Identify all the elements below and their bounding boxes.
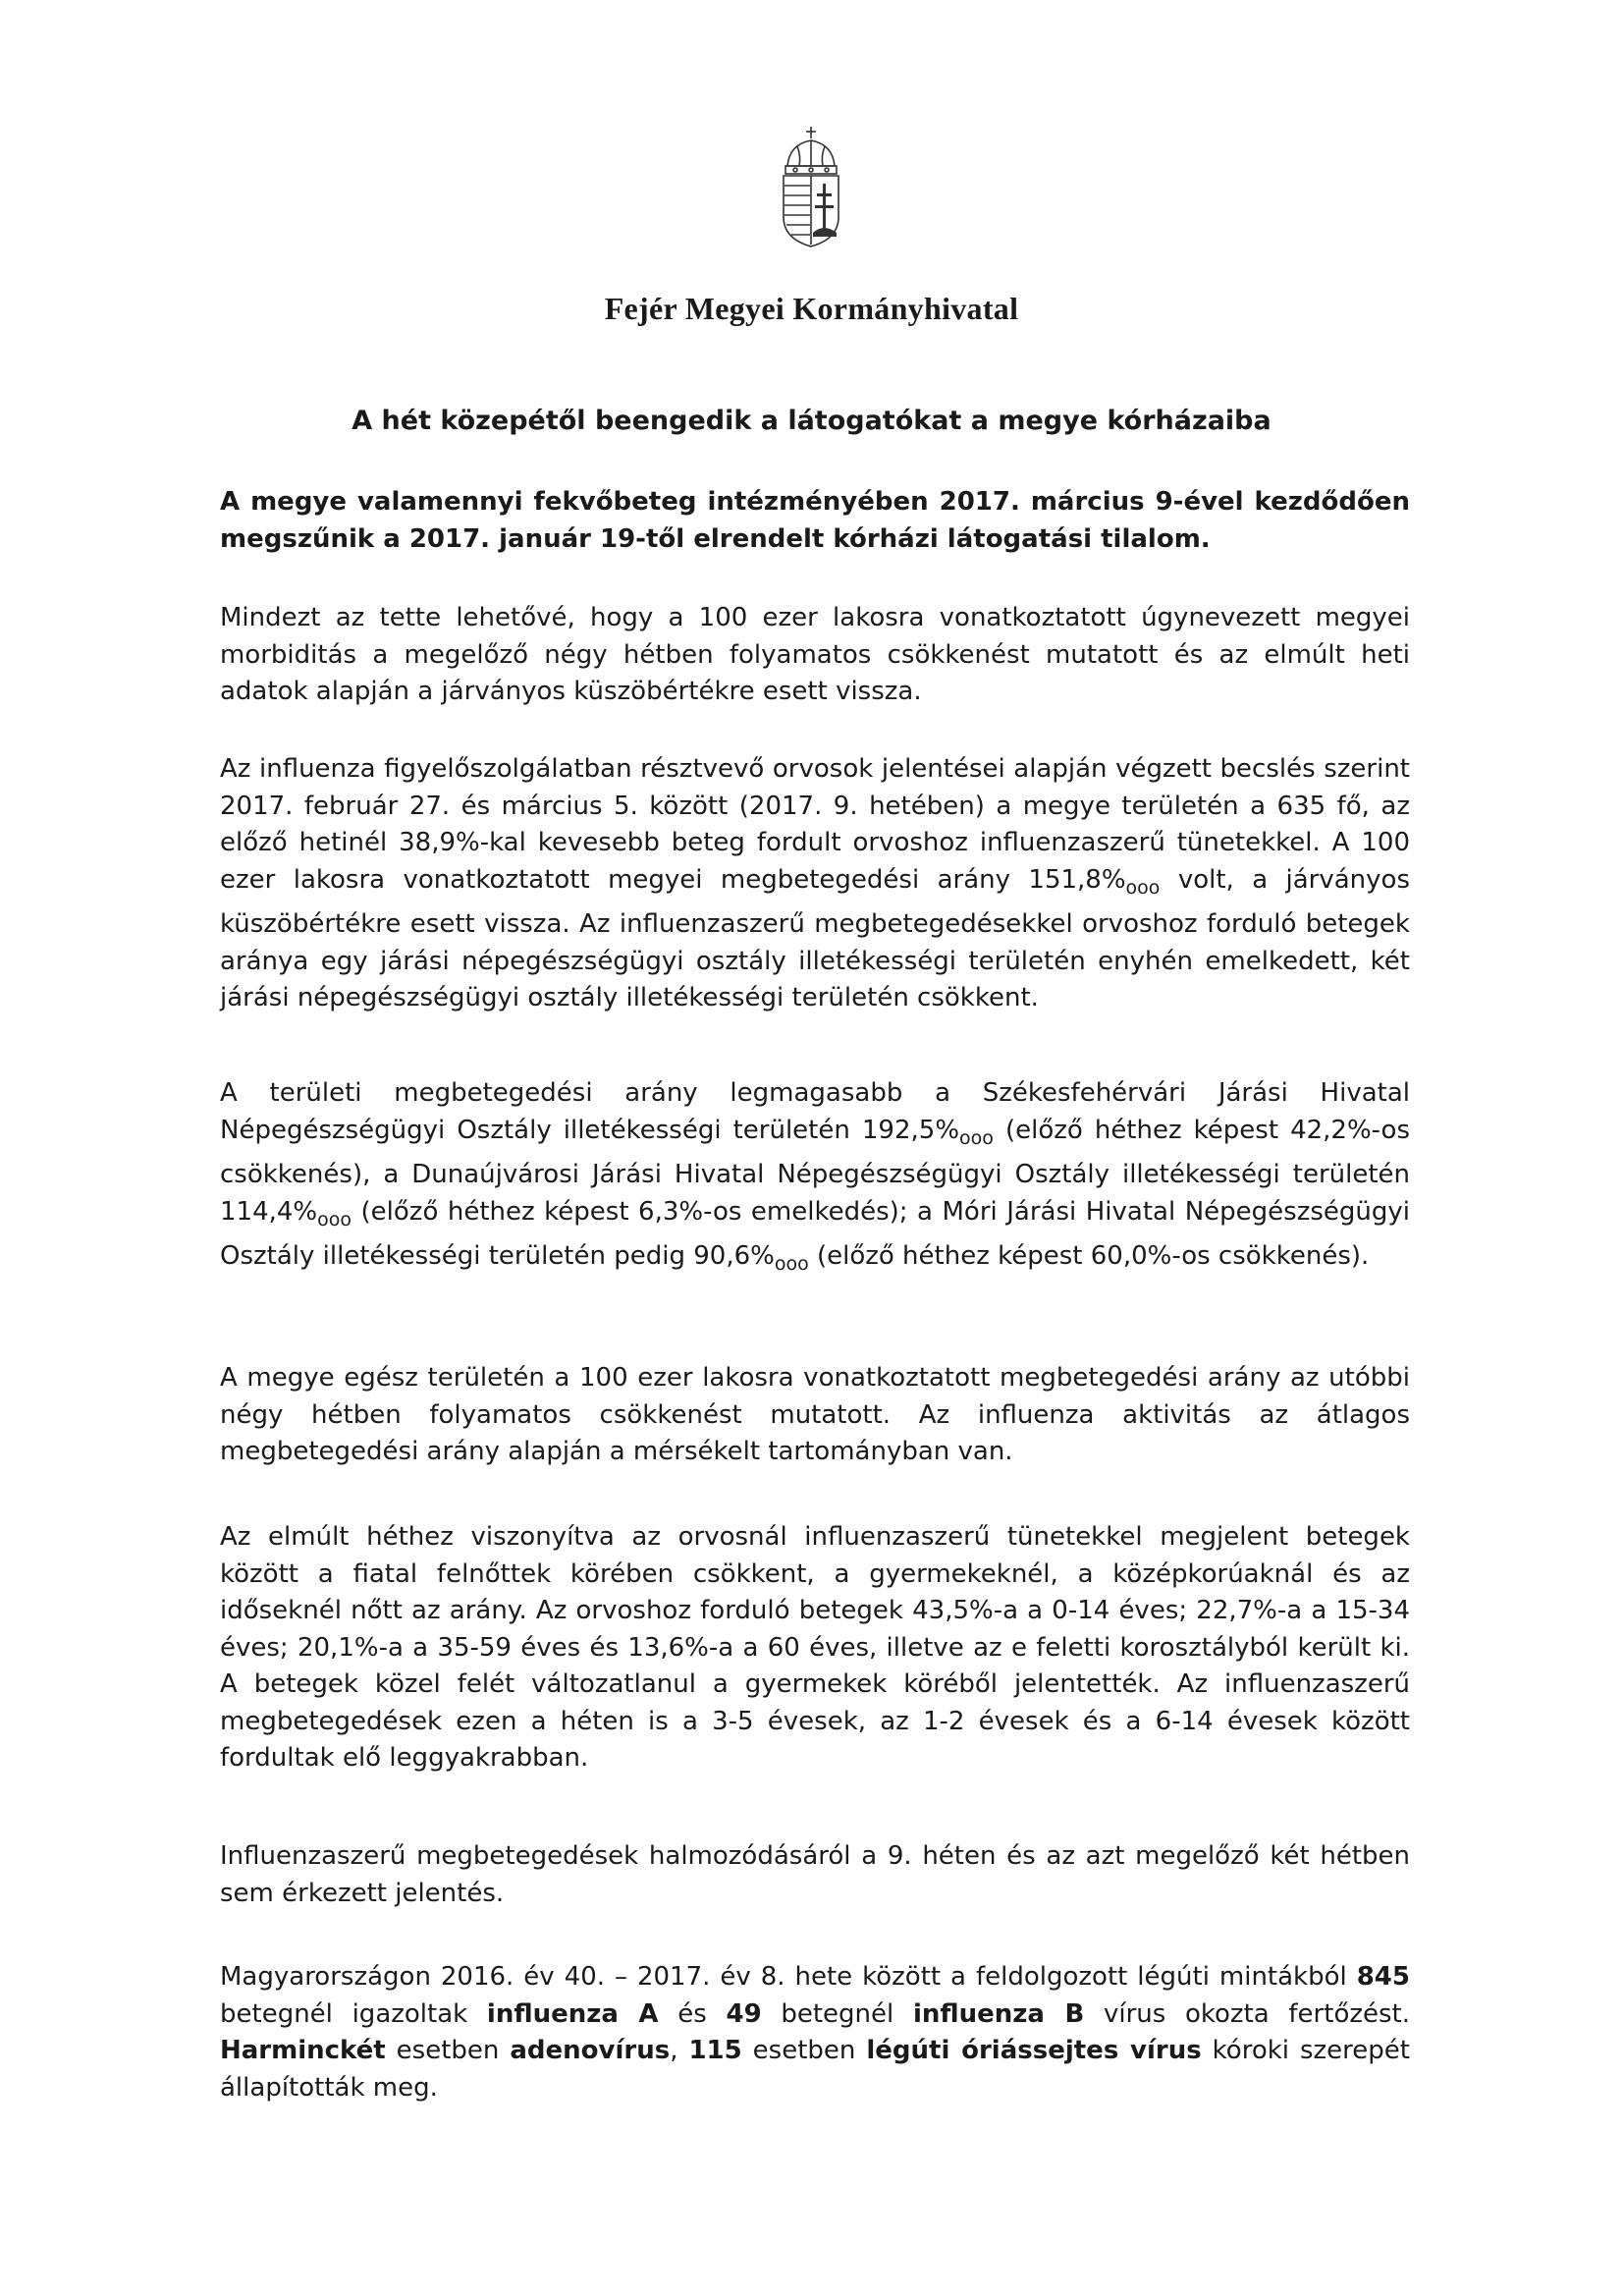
bold-text: 845 xyxy=(1356,1962,1410,1992)
bold-text: 49 xyxy=(726,1998,762,2029)
per-hundred-thousand-subscript: ooo xyxy=(959,1126,994,1149)
text-run: volt, a járványos küszöbértékre esett vissza. Az influenzaszerű megbetegedésekkel orvoshoz forduló betegek aránya egy járási népegészségügyi osztály illetékességi területén enyhén emelkedett, két járási népegészségügyi osztály illetékességi területén csökkent. xyxy=(220,864,1410,1013)
text-run: Az influenza figyelőszolgálatban résztvevő orvosok jelentései alapján végzett becslés szerint 2017. február 27. és március 5. között (2017. 9. hetében) a megye területén a 635 fő, az előző hetinél 38,9%-kal kevesebb beteg fordult orvoshoz influenzaszerű tünetekkel. A 100 ezer lakosra vonatkoztatott megyei megbetegedési arány 151,8% xyxy=(220,754,1410,895)
bold-text: 115 xyxy=(688,2036,742,2065)
bold-text: Harminckét xyxy=(220,2036,386,2065)
per-hundred-thousand-subscript: ooo xyxy=(774,1253,809,1276)
text-run: esetben xyxy=(741,2036,867,2065)
text-run: (előző héthez képest 42,2%-os csökkenés), a Dunaújvárosi Járási Hivatal Népegészségügyi Osztály illetékességi területén 114,4% xyxy=(220,1115,1410,1227)
body-paragraph-4 xyxy=(220,1075,1410,1284)
body-paragraph-7: Influenzaszerű megbetegedések halmozódásáról a 9. héten és az azt megelőző két hétben sem érkezett jelentés. xyxy=(220,1841,1410,1908)
text-run: (előző héthez képest 60,0%-os csökkenés). xyxy=(808,1241,1370,1272)
document-title: A hét közepétől beengedik a látogatókat a megye kórházaiba xyxy=(352,406,1271,436)
text-run: , xyxy=(670,2036,689,2065)
bold-text: adenovírus xyxy=(510,2036,671,2065)
bold-text: légúti óriássejtes vírus xyxy=(866,2036,1202,2065)
bold-text: influenza B xyxy=(912,1998,1085,2029)
text-run: betegnél xyxy=(761,1998,913,2029)
text-run: kóroki szerepét állapították meg. xyxy=(220,2036,1410,2103)
body-paragraph-6: Az elmúlt héthez viszonyítva az orvosnál influenzaszerű tünetekkel megjelent betegek között a fiatal felnőttek körében csökkent, a gyermekeknél, a középkorúaknál és az időseknél nőtt az arány. Az orvoshoz forduló betegek 43,5%-a a 0-14 éves; 22,7%-a a 15-34 éves; 20,1%-a a 35-59 éves és 13,6%-a a 60 éves, illetve az e feletti korosztályból került ki. A betegek közel felét változatlanul a gyermekek köréből jelentették. Az influenzaszerű megbetegedések ezen a héten is a 3-5 évesek, az 1-2 évesek és a 6-14 évesek között fordultak elő leggyakrabban. xyxy=(220,1522,1410,1773)
text-run: betegnél igazoltak xyxy=(220,1998,487,2029)
per-hundred-thousand-subscript: ooo xyxy=(1125,876,1161,899)
text-run: vírus okozta fertőzést. xyxy=(1084,1998,1410,2029)
body-paragraph-8 xyxy=(220,1959,1410,2106)
text-run: A területi megbetegedési arány legmagasabb a Székesfehérvári Járási Hivatal Népegészségügyi Osztály illetékességi területén 192,5% xyxy=(220,1078,1410,1145)
coat-of-arms-icon xyxy=(778,123,844,250)
body-paragraph-2: Mindezt az tette lehetővé, hogy a 100 ezer lakosra vonatkoztatott úgynevezett megyei morbiditás a megelőző négy hétben folyamatos csökkenést mutatott és az elmúlt heti adatok alapján a járványos küszöbértékre esett vissza. xyxy=(220,603,1410,706)
body-paragraph-3 xyxy=(220,751,1410,1017)
bold-text: influenza A xyxy=(486,1998,659,2029)
text-run: esetben xyxy=(385,2036,511,2065)
per-hundred-thousand-subscript: ooo xyxy=(317,1208,352,1230)
lead-paragraph: A megye valamennyi fekvőbeteg intézményében 2017. március 9-ével kezdődően megszűnik a 2017. január 19-től elrendelt kórházi látogatási tilalom. xyxy=(220,487,1410,554)
text-run: (előző héthez képest 6,3%-os emelkedés); a Móri Járási Hivatal Népegészségügyi Osztály illetékességi területén pedig 90,6% xyxy=(220,1196,1410,1272)
text-run: és xyxy=(658,1998,727,2029)
organization-name: Fejér Megyei Kormányhivatal xyxy=(604,291,1019,326)
body-paragraph-5: A megye egész területén a 100 ezer lakosra vonatkoztatott megbetegedési arány az utóbbi négy hétben folyamatos csökkenést mutatott. Az influenza aktivitás az átlagos megbetegedési arány alapján a mérsékelt tartományban van. xyxy=(220,1363,1410,1466)
text-run: Magyarországon 2016. év 40. – 2017. év 8. hete között a feldolgozott légúti mintákból xyxy=(220,1962,1357,1992)
